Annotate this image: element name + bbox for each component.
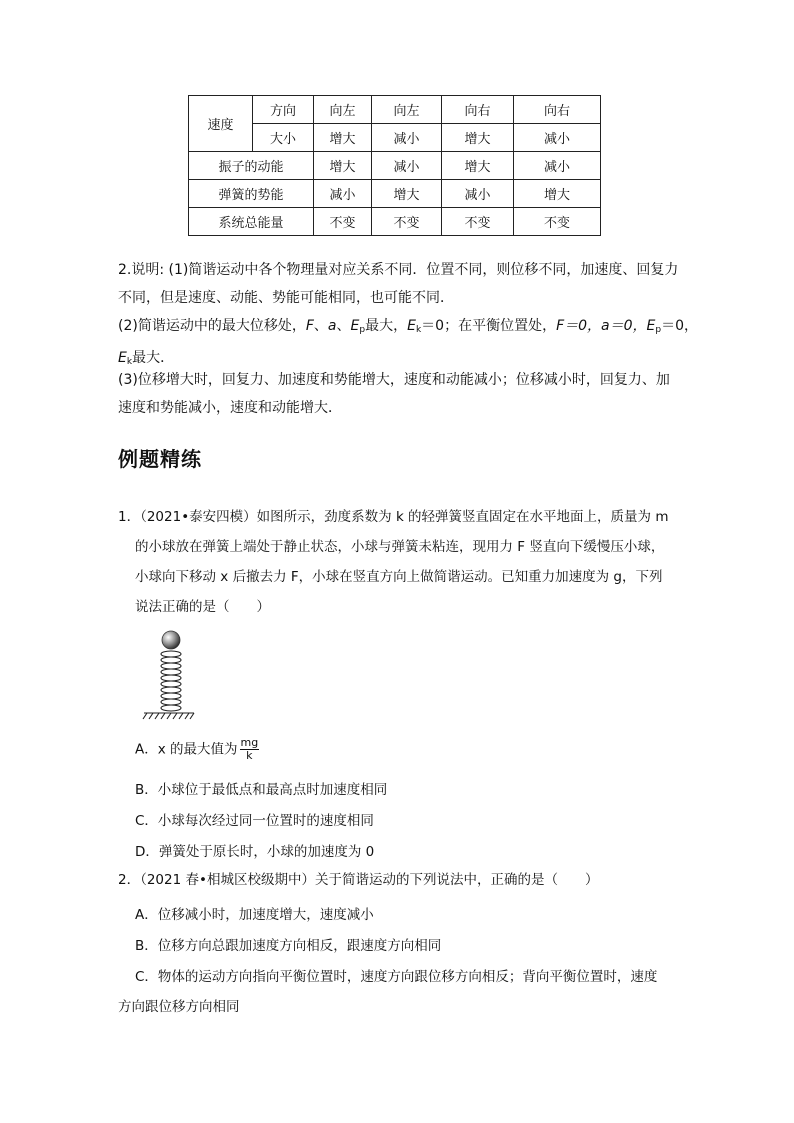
subscript-p: p (359, 325, 366, 335)
table-cell: 增大 (314, 124, 372, 152)
table-cell: 向左 (314, 96, 372, 124)
question-1-line: 1．（2021•泰安四模）如图所示，劲度系数为 k 的轻弹簧竖直固定在水平地面上，质量为 m (118, 509, 669, 525)
fraction-mg-over-k (240, 737, 260, 762)
motion-table (188, 95, 601, 236)
spring-icon (161, 651, 181, 711)
magnitude-label-cell: 大小 (253, 124, 314, 152)
question-1-line: 小球向下移动 x 后撤去力 F，小球在竖直方向上做简谐运动。已知重力加速度为 g，下列 (135, 569, 663, 585)
table-cell: 向左 (372, 96, 442, 124)
q2-option-b[interactable]: B．位移方向总跟加速度方向相反，跟速度方向相同 (135, 938, 442, 954)
q2-option-c[interactable]: C．物体的运动方向指向平衡位置时，速度方向跟位移方向相反；背向平衡位置时，速度 (135, 969, 658, 985)
text: 最大， (365, 318, 408, 334)
table-cell: 增大 (514, 180, 601, 208)
subscript-k: k (126, 357, 133, 367)
table-cell: 减小 (514, 152, 601, 180)
table-cell: 减小 (514, 124, 601, 152)
text: 、 (336, 318, 351, 334)
text: (2)简谐运动中的最大位移处， (118, 318, 306, 334)
table-cell: 减小 (442, 180, 514, 208)
text: 、 (313, 318, 328, 334)
table-cell: 增大 (372, 180, 442, 208)
symbol-E: E (118, 350, 127, 366)
text: F＝0， (556, 318, 602, 334)
note-4-paragraph (118, 366, 698, 422)
ground-hatch-icon (143, 713, 194, 719)
table-cell: 不变 (314, 208, 372, 236)
option-text: A．x 的最大值为 (135, 741, 238, 758)
table-cell: 不变 (372, 208, 442, 236)
table-cell: 增大 (314, 152, 372, 180)
symbol-E: E (350, 318, 360, 334)
table-cell: 减小 (372, 152, 442, 180)
note-2-paragraph (118, 256, 698, 312)
symbol-E: E (646, 318, 656, 334)
q1-option-c[interactable]: C．小球每次经过同一位置时的速度相同 (135, 813, 374, 829)
q1-option-d[interactable]: D．弹簧处于原长时，小球的加速度为 0 (135, 844, 375, 860)
velocity-header-cell: 速度 (189, 96, 253, 152)
spring-ball-figure (138, 626, 198, 724)
question-1-line: 的小球放在弹簧上端处于静止状态，小球与弹簧未粘连，现用力 F 竖直向下缓慢压小球， (135, 539, 665, 555)
table-row (189, 208, 601, 236)
text-line (118, 312, 698, 344)
table-row (189, 180, 601, 208)
table-row (189, 96, 601, 124)
table-cell: 向右 (442, 96, 514, 124)
table-cell: 不变 (442, 208, 514, 236)
row-label-cell: 振子的动能 (189, 152, 314, 180)
symbol-a: a (327, 318, 337, 334)
table-cell: 减小 (314, 180, 372, 208)
text: 最大． (132, 350, 175, 366)
table-cell: 增大 (442, 124, 514, 152)
subscript-k: k (415, 325, 422, 335)
text: ＝0；在平衡位置处， (421, 318, 557, 334)
symbol-E: E (407, 318, 416, 334)
q1-option-a[interactable] (135, 737, 259, 762)
text-line: 2.说明: (1)简谐运动中各个物理量对应关系不同．位置不同，则位移不同，加速度、回复力 (118, 262, 679, 278)
fraction-numerator: mg (240, 736, 259, 749)
table-cell: 增大 (442, 152, 514, 180)
subscript-p: p (655, 325, 662, 335)
table-cell: 向右 (514, 96, 601, 124)
row-label-cell: 弹簧的势能 (189, 180, 314, 208)
direction-label-cell: 方向 (253, 96, 314, 124)
table-cell: 不变 (514, 208, 601, 236)
text-line: (3)位移增大时，回复力、加速度和势能增大，速度和动能减小；位移减小时，回复力、加 (118, 372, 670, 388)
ball-icon (162, 631, 180, 649)
question-2-line: 2．（2021 春•相城区校级期中）关于简谐运动的下列说法中，正确的是（ ） (118, 872, 599, 888)
row-label-cell: 系统总能量 (189, 208, 314, 236)
question-1-line: 说法正确的是（ ） (135, 599, 270, 615)
q1-option-b[interactable]: B．小球位于最低点和最高点时加速度相同 (135, 782, 388, 798)
fraction-denominator: k (246, 749, 253, 762)
table-cell: 减小 (372, 124, 442, 152)
section-title: 例题精练 (118, 447, 202, 471)
table-row (189, 152, 601, 180)
text: ＝0， (661, 318, 699, 334)
text: a＝0， (601, 318, 647, 334)
text-line: 速度和势能减小，速度和动能增大． (118, 400, 342, 416)
symbol-F: F (305, 318, 314, 334)
q2-option-a[interactable]: A．位移减小时，加速度增大，速度减小 (135, 907, 374, 923)
text-line: 不同，但是速度、动能、势能可能相同，也可能不同． (118, 290, 454, 306)
q2-option-c-continued: 方向跟位移方向相同 (118, 999, 240, 1015)
